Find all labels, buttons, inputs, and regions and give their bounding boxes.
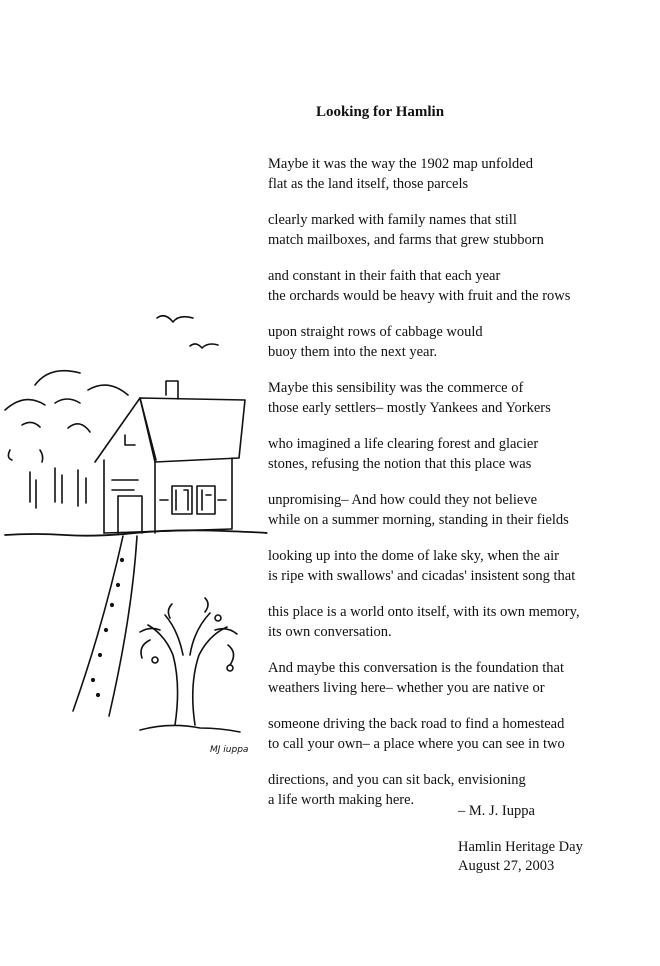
tree <box>140 598 240 732</box>
poem-line: while on a summer morning, standing in their fields <box>268 512 569 528</box>
poem-line: to call your own– a place where you can see in two <box>268 736 565 752</box>
bird-icon <box>157 316 193 322</box>
stanza-4 <box>268 322 628 362</box>
poem-line: Maybe this sensibility was the commerce of <box>268 380 524 396</box>
poem-line: clearly marked with family names that still <box>268 212 517 228</box>
ground-line <box>5 530 267 535</box>
poem-line: looking up into the dome of lake sky, when the air <box>268 548 560 564</box>
poem-line: and constant in their faith that each year <box>268 268 501 284</box>
stanza-2 <box>268 210 628 250</box>
stanza-7 <box>268 490 628 530</box>
poem-line: match mailboxes, and farms that grew stubborn <box>268 232 544 248</box>
bird-icon <box>190 344 218 348</box>
poem-line: the orchards would be heavy with fruit and the rows <box>268 288 571 304</box>
poem-title: Looking for Hamlin <box>315 104 445 120</box>
stanza-3 <box>268 266 628 306</box>
walkway <box>73 536 137 716</box>
stanza-1 <box>268 154 628 194</box>
house-illustration <box>0 300 270 770</box>
stanza-11 <box>268 714 628 754</box>
poem-line: Maybe it was the way the 1902 map unfolded <box>268 156 533 172</box>
occasion <box>458 838 583 876</box>
poem-line: unpromising– And how could they not believe <box>268 492 538 508</box>
poem-body <box>268 154 628 826</box>
stanza-12 <box>268 770 628 810</box>
poem-line: flat as the land itself, those parcels <box>268 176 469 192</box>
poem-line: who imagined a life clearing forest and glacier <box>268 436 539 452</box>
house <box>95 381 245 533</box>
poem-line: a life worth making here. <box>268 792 415 808</box>
occasion-date: August 27, 2003 <box>458 858 555 874</box>
poem-line: weathers living here– whether you are native or <box>268 680 545 696</box>
artist-signature: MJ iuppa <box>210 745 249 755</box>
poem-line: And maybe this conversation is the foundation that <box>268 660 564 676</box>
stanza-10 <box>268 658 628 698</box>
author-signature: – M. J. Iuppa <box>458 803 535 819</box>
poem-line: someone driving the back road to find a homestead <box>268 716 565 732</box>
stanza-6 <box>268 434 628 474</box>
poem-line: directions, and you can sit back, envisioning <box>268 772 526 788</box>
poem-line: upon straight rows of cabbage would <box>268 324 483 340</box>
poem-line: this place is a world onto itself, with its own memory, <box>268 604 580 620</box>
stanza-8 <box>268 546 628 586</box>
poem-line: those early settlers– mostly Yankees and Yorkers <box>268 400 551 416</box>
poem-line: stones, refusing the notion that this place was <box>268 456 532 472</box>
bushes <box>5 371 128 508</box>
poem-line: is ripe with swallows' and cicadas' insistent song that <box>268 568 576 584</box>
stanza-5 <box>268 378 628 418</box>
poem-line: buoy them into the next year. <box>268 344 438 360</box>
occasion-name: Hamlin Heritage Day <box>458 839 583 855</box>
poem-line: its own conversation. <box>268 624 392 640</box>
stanza-9 <box>268 602 628 642</box>
